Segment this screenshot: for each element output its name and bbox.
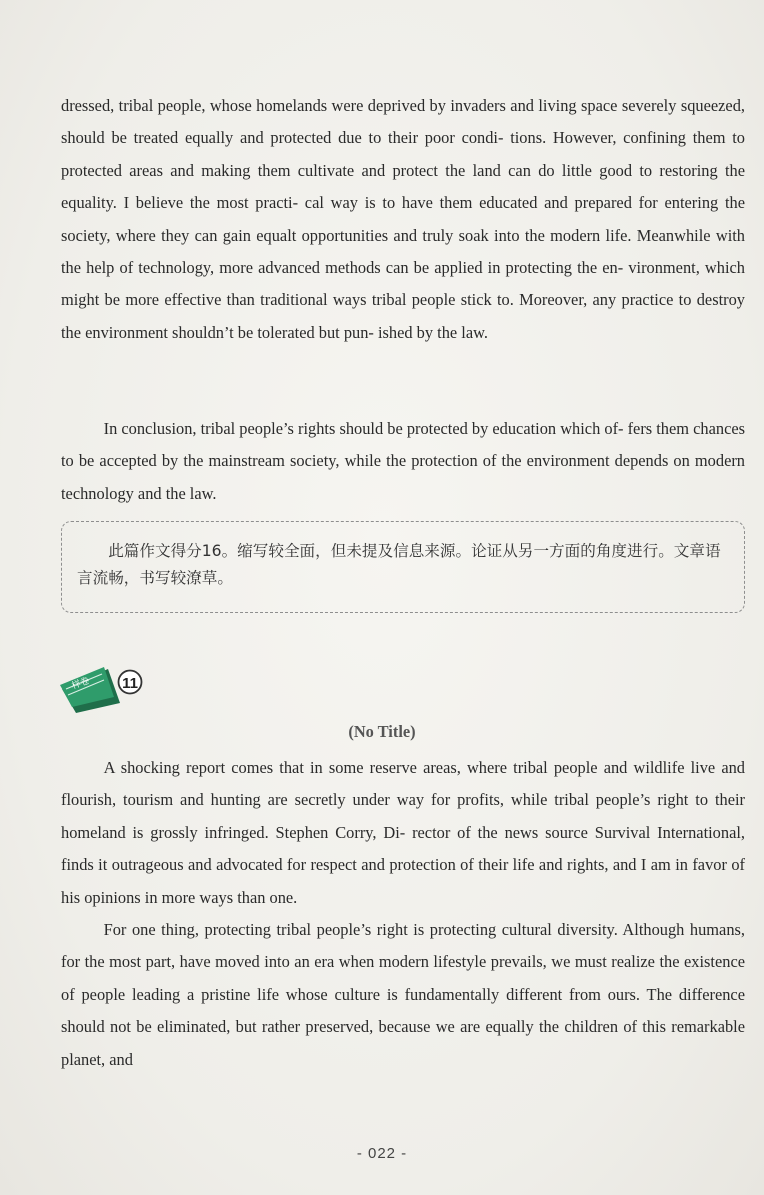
sample-number: 11 xyxy=(122,675,138,692)
teacher-comment: 此篇作文得分16。缩写较全面，但未提及信息来源。论证从另一方面的角度进行。文章语言流畅，书写较潦草。 xyxy=(77,542,721,587)
essay-paragraph: dressed, tribal people, whose homelands were deprived by invaders and living space severely squeezed, should be treated equally and protected due to their poor condi- tions. However, confining them to protected areas and making them cultivate and protect the land can do little good to restoring the equality. I believe the most practi- cal way is to have them educated and prepared for entering the society, where they can gain equalt opportunities and truly soak into the modern life. Meanwhile with the help of technology, more advanced methods can be applied in protecting the en- vironment, which might be more effective than traditional ways tribal people stick to. Moreover, any practice to destroy the environment shouldn’t be tolerated but pun- ished by the law. xyxy=(61,96,745,342)
essay-title: (No Title) xyxy=(348,722,416,741)
teacher-comment-box xyxy=(61,521,745,613)
sample-badge xyxy=(58,663,154,715)
essay-paragraph: A shocking report comes that in some reserve areas, where tribal people and wildlife live and flourish, tourism and hunting are secretly under way for profits, while tribal people’s right to their homeland is grossly infringed. Stephen Corry, Di- rector of the news source Survival International, finds it outrageous and advocated for respect and protection of their life and rights, and I am in favor of his opinions in more ways than one. xyxy=(61,758,745,907)
sample-label: 样卷 xyxy=(70,676,92,692)
conclusion-paragraph: In conclusion, tribal people’s rights should be protected by education which of- fers them chances to be accepted by the mainstream society, while the protection of the environment depends on modern technology and the law. xyxy=(61,419,745,503)
essay-paragraph: For one thing, protecting tribal people’s right is protecting cultural diversity. Although humans, for the most part, have moved into an era when modern lifestyle prevails, we must realize the existence of people leading a pristine life whose culture is fundamentally different from ours. The difference should not be eliminated, but rather preserved, because we are equally the children of this remarkable planet, and xyxy=(61,920,745,1069)
page-number: - 022 - xyxy=(356,1145,408,1162)
